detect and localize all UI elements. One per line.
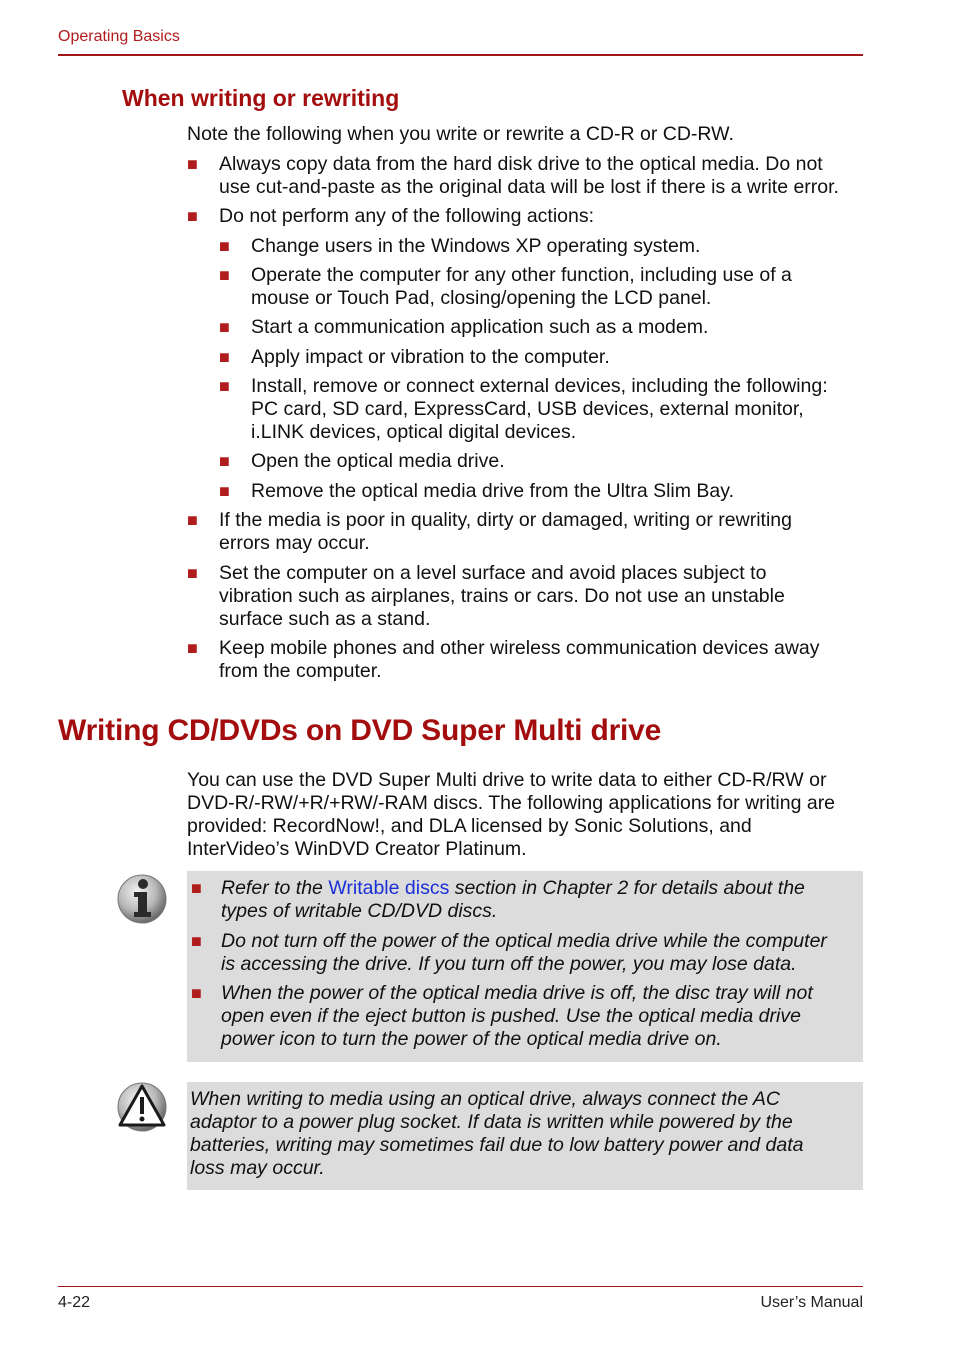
bullet-icon: ■ [219,236,230,256]
bullet-icon: ■ [219,451,230,471]
caution-line: adaptor to a power plug socket. If data is written while powered by the [190,1111,793,1133]
list-item-line: If the media is poor in quality, dirty or damaged, writing or rewriting [219,509,792,531]
bullet-icon: ■ [219,317,230,337]
list-item-line: Do not perform any of the following actions: [219,205,595,227]
manual-title: User’s Manual [760,1294,863,1311]
list-item-line: Set the computer on a level surface and avoid places subject to [219,562,767,584]
list-item-line: Install, remove or connect external devices, including the following: [251,375,828,397]
list-item-line: Open the optical media drive. [251,450,505,472]
bullet-icon: ■ [187,638,198,658]
running-header: Operating Basics [58,28,180,45]
paragraph-line: provided: RecordNow!, and DLA licensed by Sonic Solutions, and [187,815,752,837]
caution-line: loss may occur. [190,1157,325,1179]
list-item-line: use cut-and-paste as the original data will be lost if there is a write error. [219,176,839,198]
note-line [221,877,805,900]
list-item-line: Always copy data from the hard disk drive to the optical media. Do not [219,153,823,175]
bullet-icon: ■ [187,206,198,226]
list-item-line: i.LINK devices, optical digital devices. [251,421,577,443]
header-rule [58,54,863,56]
list-item-line: PC card, SD card, ExpressCard, USB devices, external monitor, [251,398,804,420]
list-item-line: Keep mobile phones and other wireless communication devices away [219,637,820,659]
list-item-line: Change users in the Windows XP operating system. [251,235,701,257]
list-item-line: Apply impact or vibration to the computer. [251,346,610,368]
footer-rule [58,1286,863,1287]
caution-line: When writing to media using an optical drive, always connect the AC [190,1088,780,1110]
bullet-icon: ■ [219,265,230,285]
bullet-icon: ■ [219,347,230,367]
section-paragraph [187,769,877,861]
paragraph-line: InterVideo’s WinDVD Creator Platinum. [187,838,527,860]
note-line: open even if the eject button is pushed. Use the optical media drive [221,1005,801,1027]
writable-discs-link[interactable]: Writable discs [328,877,450,899]
bullet-icon: ■ [219,376,230,396]
subsection-heading: When writing or rewriting [122,85,400,111]
note-line: Do not turn off the power of the optical media drive while the computer [221,930,827,952]
page-number: 4-22 [58,1294,91,1311]
warning-icon [116,1081,168,1133]
list-item-line: from the computer. [219,660,382,682]
paragraph-line: You can use the DVD Super Multi drive to write data to either CD-R/RW or [187,769,827,791]
list-item-line: Start a communication application such as a modem. [251,316,709,338]
list-item-line: Remove the optical media drive from the Ultra Slim Bay. [251,480,734,502]
caution-text [190,1088,870,1180]
list-item-line: surface such as a stand. [219,608,431,630]
caution-line: batteries, writing may sometimes fail due to low battery power and data [190,1134,804,1156]
bullet-icon: ■ [187,154,198,174]
list-item-line: vibration such as airplanes, trains or cars. Do not use an unstable [219,585,785,607]
intro-paragraph: Note the following when you write or rewrite a CD-R or CD-RW. [187,123,734,145]
note-text: Refer to the [221,877,329,899]
list-item-line: mouse or Touch Pad, closing/opening the LCD panel. [251,287,712,309]
note-text: section in Chapter 2 for details about the [449,877,805,899]
bullet-icon: ■ [187,563,198,583]
bullet-icon: ■ [191,878,202,898]
bullet-icon: ■ [187,510,198,530]
bullet-icon: ■ [191,931,202,951]
note-line: When the power of the optical media drive is off, the disc tray will not [221,982,813,1004]
bullet-icon: ■ [191,983,202,1003]
list-item-line: Operate the computer for any other function, including use of a [251,264,792,286]
paragraph-line: DVD-R/-RW/+R/+RW/-RAM discs. The following applications for writing are [187,792,836,814]
info-icon [116,873,168,925]
bullet-icon: ■ [219,481,230,501]
note-line: types of writable CD/DVD discs. [221,900,498,922]
note-line: power icon to turn the power of the optical media drive on. [221,1028,722,1050]
list-item-line: errors may occur. [219,532,370,554]
note-line: is accessing the drive. If you turn off the power, you may lose data. [221,953,797,975]
section-heading: Writing CD/DVDs on DVD Super Multi drive [58,714,662,747]
